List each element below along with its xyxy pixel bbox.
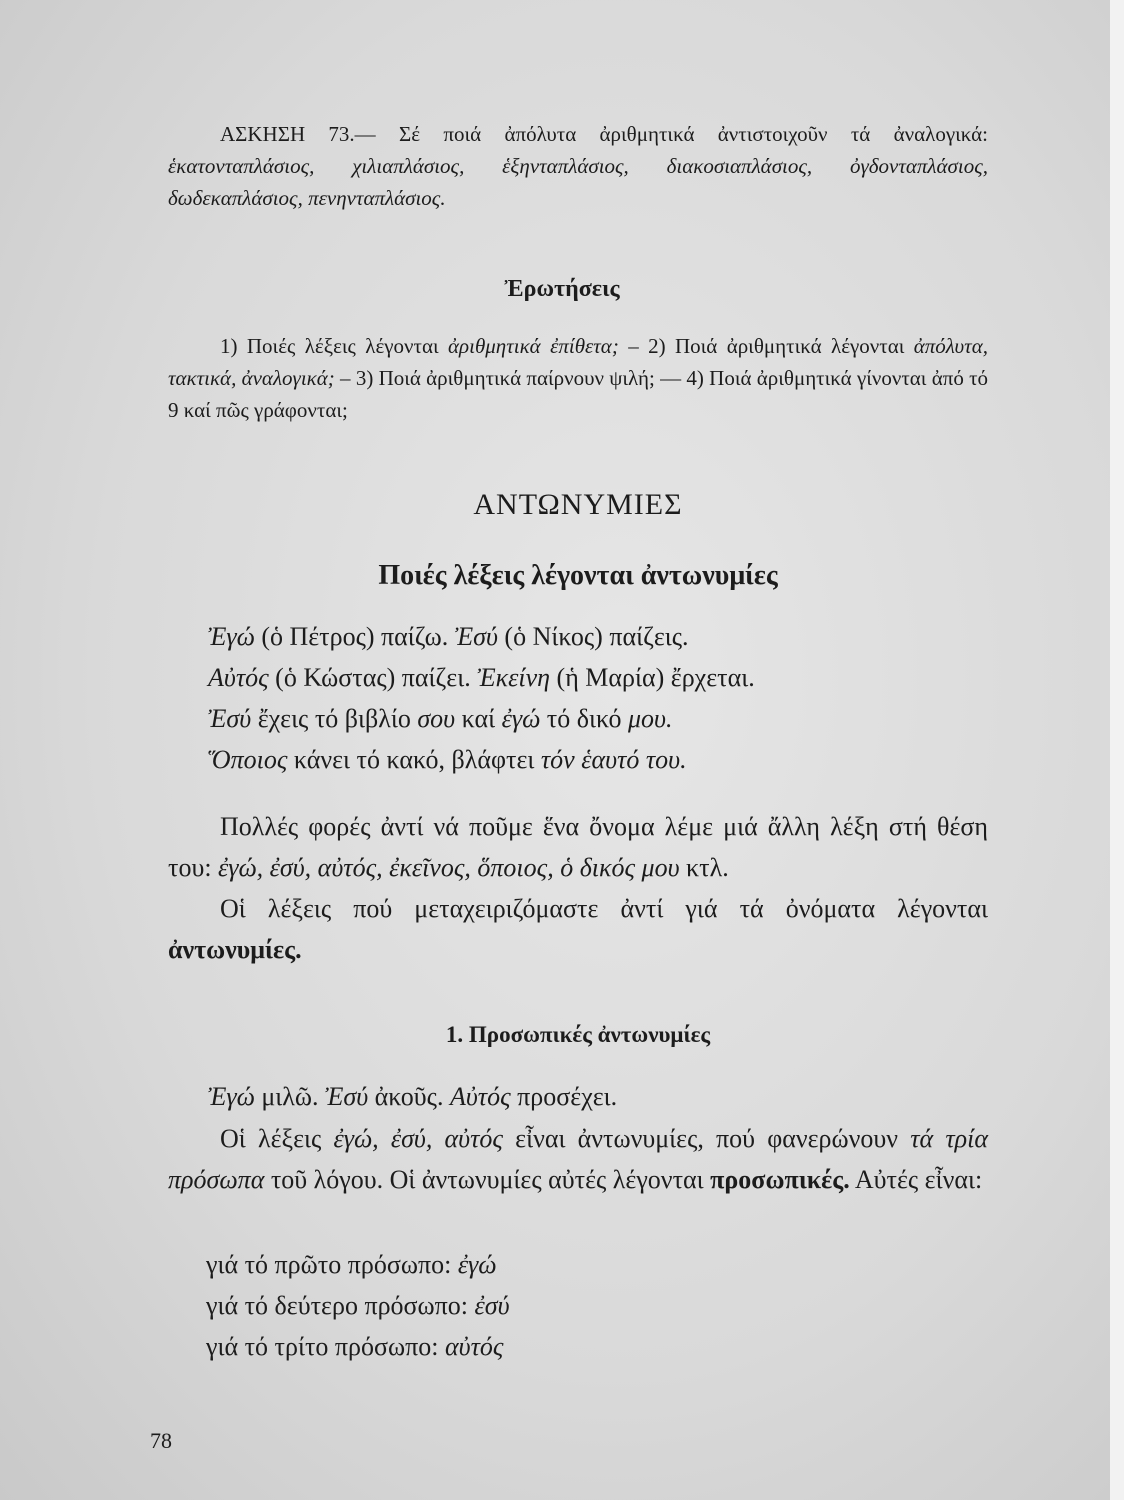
page-number: 78 [150, 1428, 172, 1453]
explanation-block [168, 806, 988, 970]
paragraph-2: Οἱ λέξεις πού μεταχειριζόμαστε ἀντί γιά τά ὀνόματα λέγονται ἀντωνυμίες. [168, 894, 988, 964]
example-line: Ἐγώ (ὁ Πέτρος) παίζω. Ἐσύ (ὁ Νίκος) παίζεις. [208, 622, 689, 651]
list-item: γιά τό πρῶτο πρόσωπο: ἐγώ [206, 1250, 497, 1279]
example-line: Ὅποιος κάνει τό κακό, βλάφτει τόν ἑαυτό του. [208, 745, 687, 774]
example-line: Ἐσύ ἔχεις τό βιβλίο σου καί ἐγώ τό δικό μου. [208, 704, 673, 733]
exercise-words: ἑκατονταπλάσιος, χιλιαπλάσιος, ἑξηνταπλάσιος, διακοσιαπλάσιος, ὀγδονταπλάσιος, δωδεκαπλάσιος, πενηνταπλάσιος. [168, 154, 988, 210]
exercise-paragraph: ΑΣΚΗΣΗ 73.— Σέ ποιά ἀπόλυτα ἀριθμητικά ἀντιστοιχοῦν τά ἀναλογικά: ἑκατονταπλάσιος, χιλιαπλάσιος, ἑξηνταπλάσιος, διακοσιαπλάσιος, ὀγδονταπλάσιος, δωδεκαπλάσιος, πενηνταπλάσιος. [168, 122, 988, 210]
paragraph-1: Πολλές φορές ἀντί νά ποῦμε ἕνα ὄνομα λέμε μιά ἄλλη λέξη στή θέση του: ἐγώ, ἐσύ, αὐτός, ἐκεῖνος, ὅποιος, ὁ δικός μου κτλ. [168, 812, 988, 882]
section-title: ΑΝΤΩΝΥΜΙΕΣ [473, 488, 683, 521]
paragraph-3: Οἱ λέξεις ἐγώ, ἐσύ, αὐτός εἶναι ἀντωνυμίες, πού φανερώνουν τά τρία πρόσωπα τοῦ λόγου. Οἱ ἀντωνυμίες αὐτές λέγονται προσωπικές. Αὐτές εἶναι: [168, 1124, 989, 1194]
paragraph-3-block [168, 1118, 988, 1200]
examples-block [168, 616, 988, 780]
exercise-label: ΑΣΚΗΣΗ 73.— [220, 122, 376, 146]
examples2-block [168, 1076, 988, 1117]
example-line: Αὐτός (ὁ Κώστας) παίζει. Ἐκείνη (ἡ Μαρία) ἔρχεται. [208, 663, 755, 692]
questions-block [168, 330, 988, 426]
list-item: γιά τό τρίτο πρόσωπο: αὐτός [206, 1332, 504, 1361]
subsection-title: 1. Προσωπικές ἀντωνυμίες [445, 1022, 711, 1047]
questions-paragraph: 1) Ποιές λέξεις λέγονται ἀριθμητικά ἐπίθετα; – 2) Ποιά ἀριθμητικά λέγονται ἀπόλυτα, τακτικά, ἀναλογικά; – 3) Ποιά ἀριθμητικά παίρνουν ψιλή; — 4) Ποιά ἀριθμητικά γίνονται ἀπό τό 9 καί πῶς γράφονται; [168, 334, 989, 422]
example-line: Ἐγώ μιλῶ. Ἐσύ ἀκοῦς. Αὐτός προσέχει. [208, 1082, 618, 1111]
persons-list [168, 1244, 988, 1367]
exercise-73 [168, 118, 988, 214]
section-subtitle: Ποιές λέξεις λέγονται ἀντωνυμίες [378, 560, 778, 591]
list-item: γιά τό δεύτερο πρόσωπο: ἐσύ [206, 1291, 510, 1320]
questions-title: Ἐρωτήσεις [504, 276, 620, 302]
page-edge [1110, 0, 1124, 1500]
